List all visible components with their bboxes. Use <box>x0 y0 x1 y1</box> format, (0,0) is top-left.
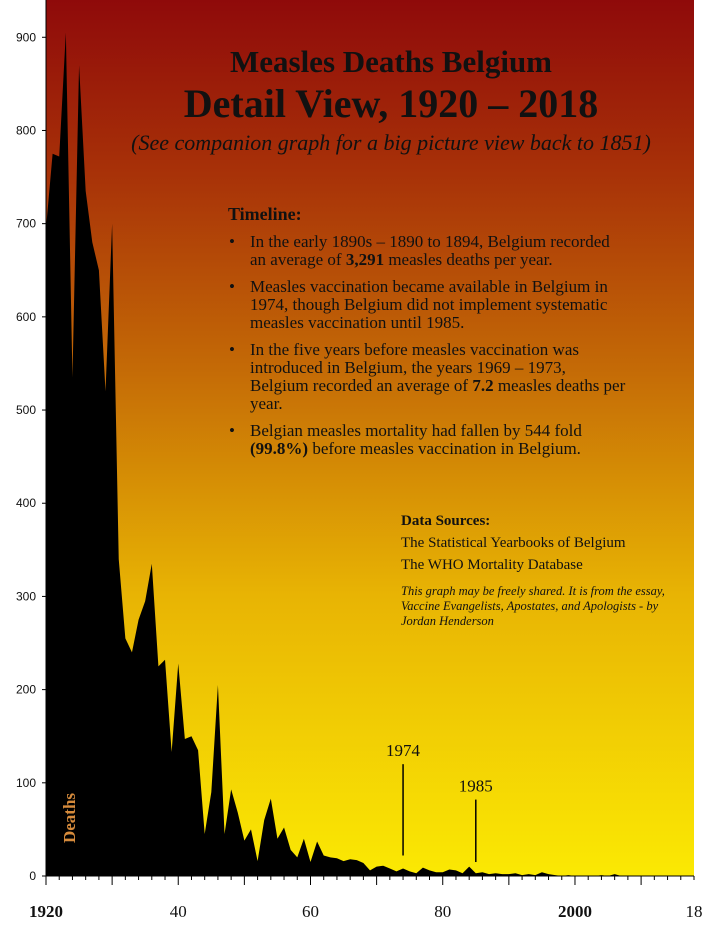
chart-subtitle: (See companion graph for a big picture view back to 1851) <box>131 130 651 155</box>
chart-title: Measles Deaths Belgium <box>229 44 553 79</box>
y-tick-label: 300 <box>15 589 36 604</box>
timeline-list <box>228 233 628 458</box>
y-tick-label: 200 <box>15 682 36 697</box>
y-tick-label: 700 <box>15 216 36 231</box>
y-tick-label: 800 <box>15 123 36 138</box>
timeline-item: • In the early 1890s – 1890 to 1894, Belgium recorded an average of 3,291 measles deaths per year. <box>250 233 628 269</box>
y-tick-label: 900 <box>15 30 36 45</box>
x-tick-label: 60 <box>301 902 319 921</box>
data-sources <box>401 510 691 576</box>
x-tick-label: 2000 <box>557 902 592 921</box>
x-tick-label: 18 <box>685 902 703 921</box>
x-tick-label: 1920 <box>29 902 63 921</box>
sources-heading: Data Sources: <box>401 513 491 529</box>
timeline-item: • In the five years before measles vaccination was introduced in Belgium, the years 1969 – 1973, Belgium recorded an average of 7.2 measles deaths per year. <box>250 341 628 413</box>
x-tick-label: 80 <box>434 902 452 921</box>
timeline-panel <box>228 205 628 467</box>
timeline-item: • Measles vaccination became available in Belgium in 1974, though Belgium did not implement systematic measles vaccination until 1985. <box>250 278 628 332</box>
annotation-label: 1974 <box>386 741 421 761</box>
chart-title-detail: Detail View, 1920 – 2018 <box>183 81 599 126</box>
timeline-item: • Belgian measles mortality had fallen by 544 fold (99.8%) before measles vaccination in Belgium. <box>250 422 628 458</box>
y-tick-label: 0 <box>29 869 36 883</box>
source-item: The Statistical Yearbooks of Belgium <box>401 535 626 551</box>
y-axis <box>16 0 46 883</box>
x-tick-label: 40 <box>169 902 187 921</box>
annotation-layer <box>386 741 493 862</box>
y-tick-label: 100 <box>15 775 36 790</box>
y-tick-label: 600 <box>15 309 36 324</box>
y-axis-label: Deaths <box>60 792 79 844</box>
y-tick-label: 400 <box>15 496 36 511</box>
source-item: The WHO Mortality Database <box>401 557 583 573</box>
x-axis <box>29 876 703 921</box>
y-tick-label: 500 <box>15 403 36 418</box>
annotation-label: 1985 <box>458 776 493 796</box>
timeline-heading: Timeline: <box>228 204 302 224</box>
share-note: This graph may be freely shared. It is from the essay, Vaccine Evangelists, Apostates, and Apologists - by Jordan Henderson <box>401 584 665 628</box>
